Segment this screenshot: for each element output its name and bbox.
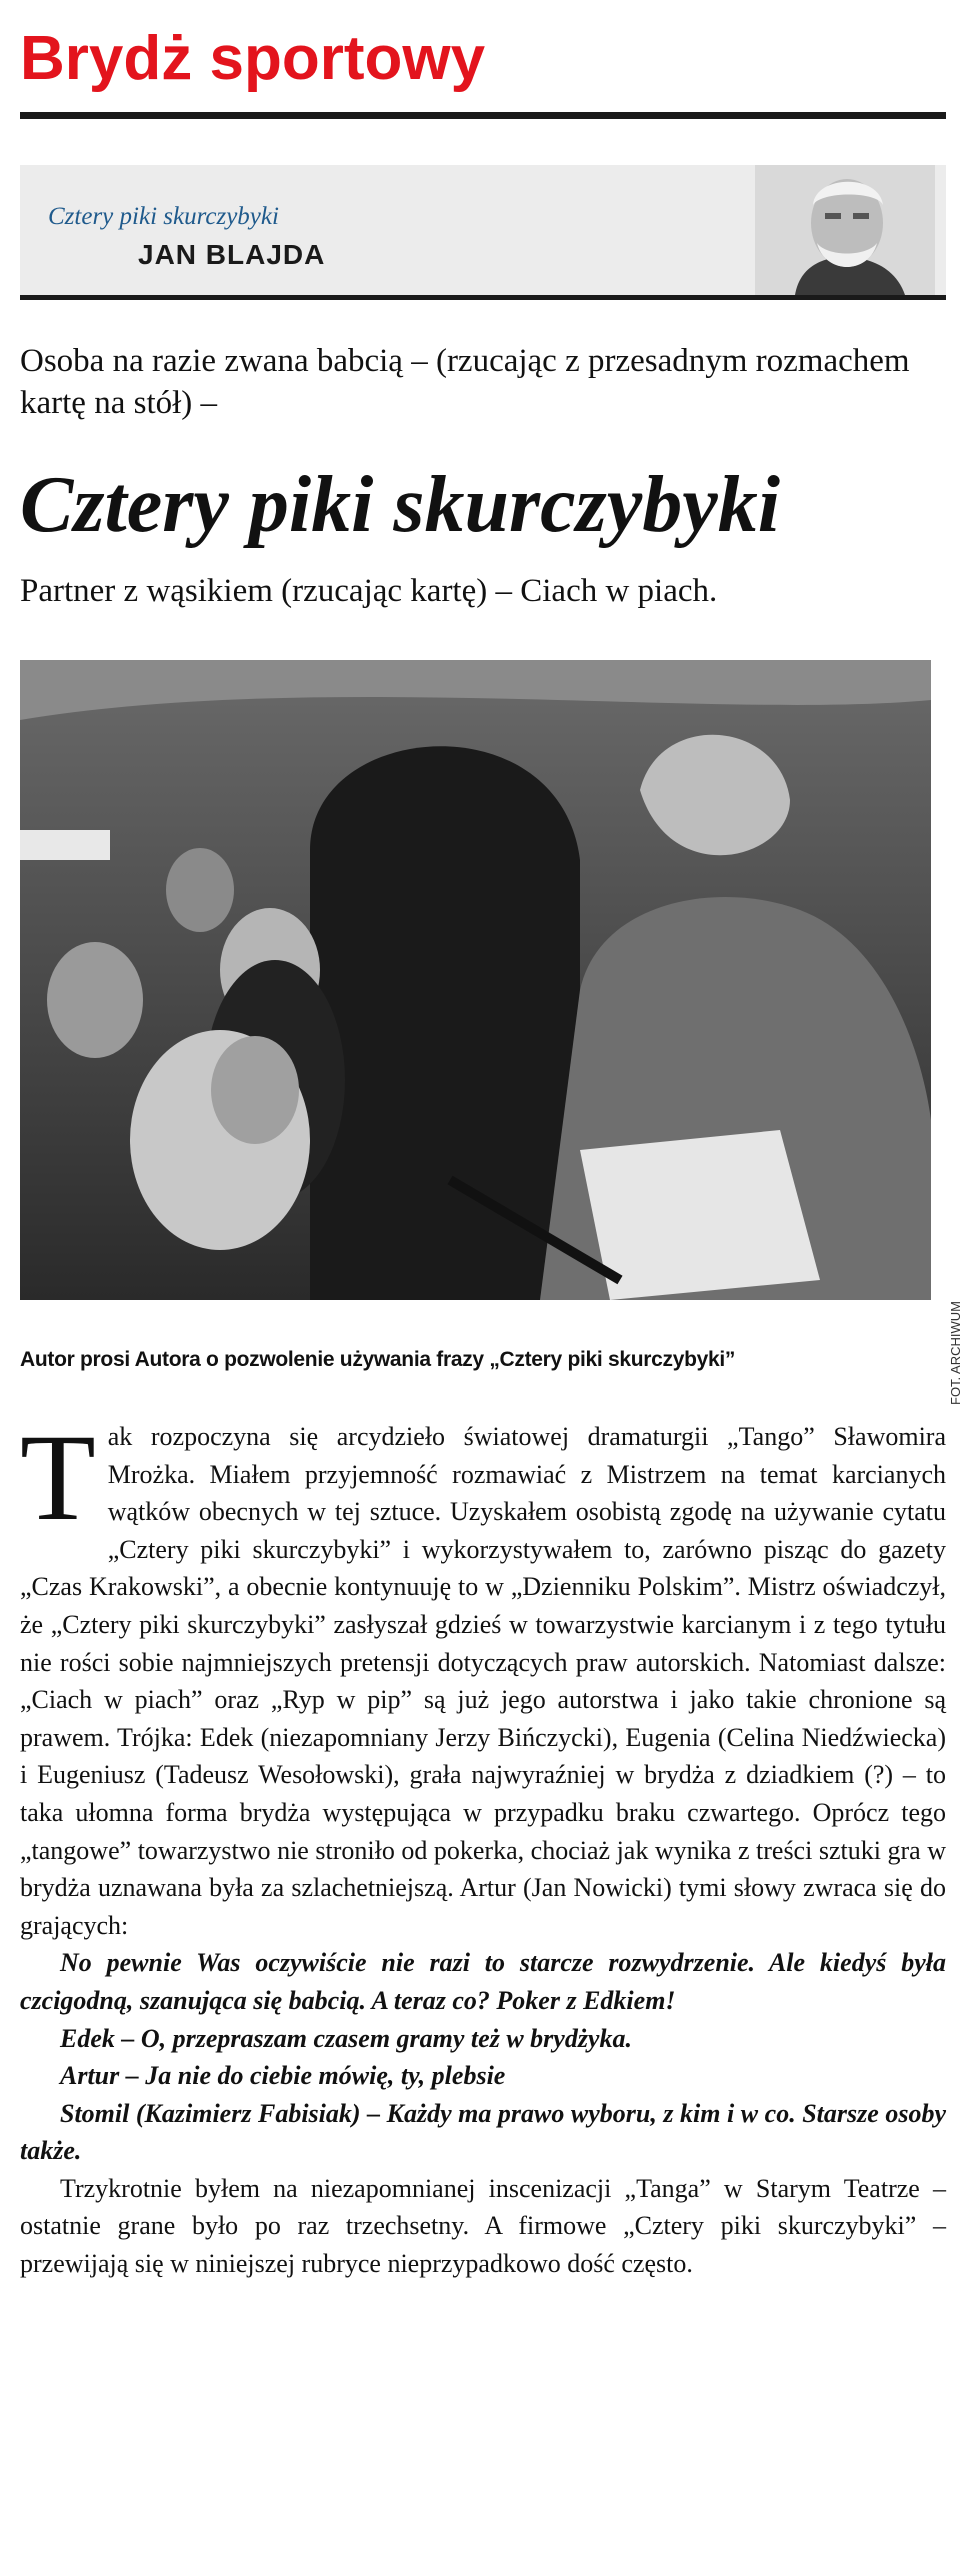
- lead-stage-direction-2: Partner z wąsikiem (rzucając kartę) – Ciach w piach.: [20, 573, 718, 609]
- paragraph-text: ak rozpoczyna się arcydzieło światowej dramaturgii „Tango” Sławomira Mrożka. Miałem przyjemność rozmawiać z Mistrzem na temat karcianych wątków obecnych w tej sztuce. Uzyskałem osobistą zgodę na używanie cytatu „Cztery piki skurczybyki” i wykorzystywałem to, zarówno pisząc do gazety „Czas Krakowski”, a obecnie kontynuuję to w „Dzienniku Polskim”. Mistrz oświadczył, że „Cztery piki skurczybyki” zasłyszał gdzieś w towarzystwie karcianym i z tego tytułu nie rości sobie najmniejszych pretensji dotyczących praw autorskich. Natomiast dalsze: „Ciach w piach” oraz „Ryp w pip” są już jego autorstwa i jako takie chronione są prawem. Trójka: Edek (niezapomniany Jerzy Bińczycki), Eugenia (Celina Niedźwiecka) i Eugeniusz (Tadeusz Wesołowski), grała najwyraźniej w brydża z dziadkiem (?) – to taka ułomna forma brydża występująca w przypadku braku czwartego. Oprócz tego „tangowe” towarzystwo nie stroniło od pokerka, chociaż jak wynika z treści sztuki gra w brydża uznawana była za szlachetniejszą. Artur (Jan Nowicki) tymi słowy zwraca się do grających:: [20, 1422, 946, 1940]
- byline-rule: [20, 295, 946, 300]
- lead-stage-direction: Osoba na razie zwana babcią – (rzucając z przesadnym rozmachem kartę na stół) –: [20, 343, 910, 421]
- byline-box: [20, 165, 946, 300]
- dialogue-line-2: Edek – O, przepraszam czasem gramy też w brydżyka.: [60, 2023, 632, 2053]
- masthead-rule: [20, 112, 946, 119]
- drop-cap: T: [20, 1409, 96, 1546]
- dialogue-line-1: No pewnie Was oczywiście nie razi to starcze rozwydrzenie. Ale kiedyś była czcigodną, szanująca się babcią. A teraz co? Poker z Edkiem!: [20, 1948, 946, 2015]
- photo-caption: Autor prosi Autora o pozwolenie używania frazy „Cztery piki skurczybyki”: [20, 1348, 736, 1371]
- author-name: JAN BLAJDA: [138, 239, 326, 270]
- article-body: [20, 1409, 946, 2283]
- dialogue-line-3: Artur – Ja nie do ciebie mówię, ty, plebsie: [60, 2061, 506, 2091]
- photo-credit: FOT. ARCHIWUM: [948, 1301, 963, 1405]
- author-portrait-icon: [755, 165, 935, 295]
- section-title: Brydż sportowy: [20, 24, 486, 93]
- column-name: Cztery piki skurczybyki: [48, 203, 279, 230]
- dialogue-line-4: Stomil (Kazimierz Fabisiak) – Każdy ma prawo wyboru, z kim i w co. Starsze osoby także.: [20, 2098, 946, 2166]
- article-paragraph-2: Trzykrotnie byłem na niezapomnianej inscenizacji „Tanga” w Starym Teatrze – ostatnie grane było po raz trzechsetny. A firmowe „Cztery piki skurczybyki” – przewijają się w niniejszej rubryce nieprzypadkowo dość często.: [20, 2173, 946, 2279]
- article-paragraph-1: [20, 1409, 946, 1944]
- archive-photo: [20, 660, 931, 1300]
- article-title: Cztery piki skurczybyki: [20, 461, 780, 549]
- masthead: [20, 24, 946, 114]
